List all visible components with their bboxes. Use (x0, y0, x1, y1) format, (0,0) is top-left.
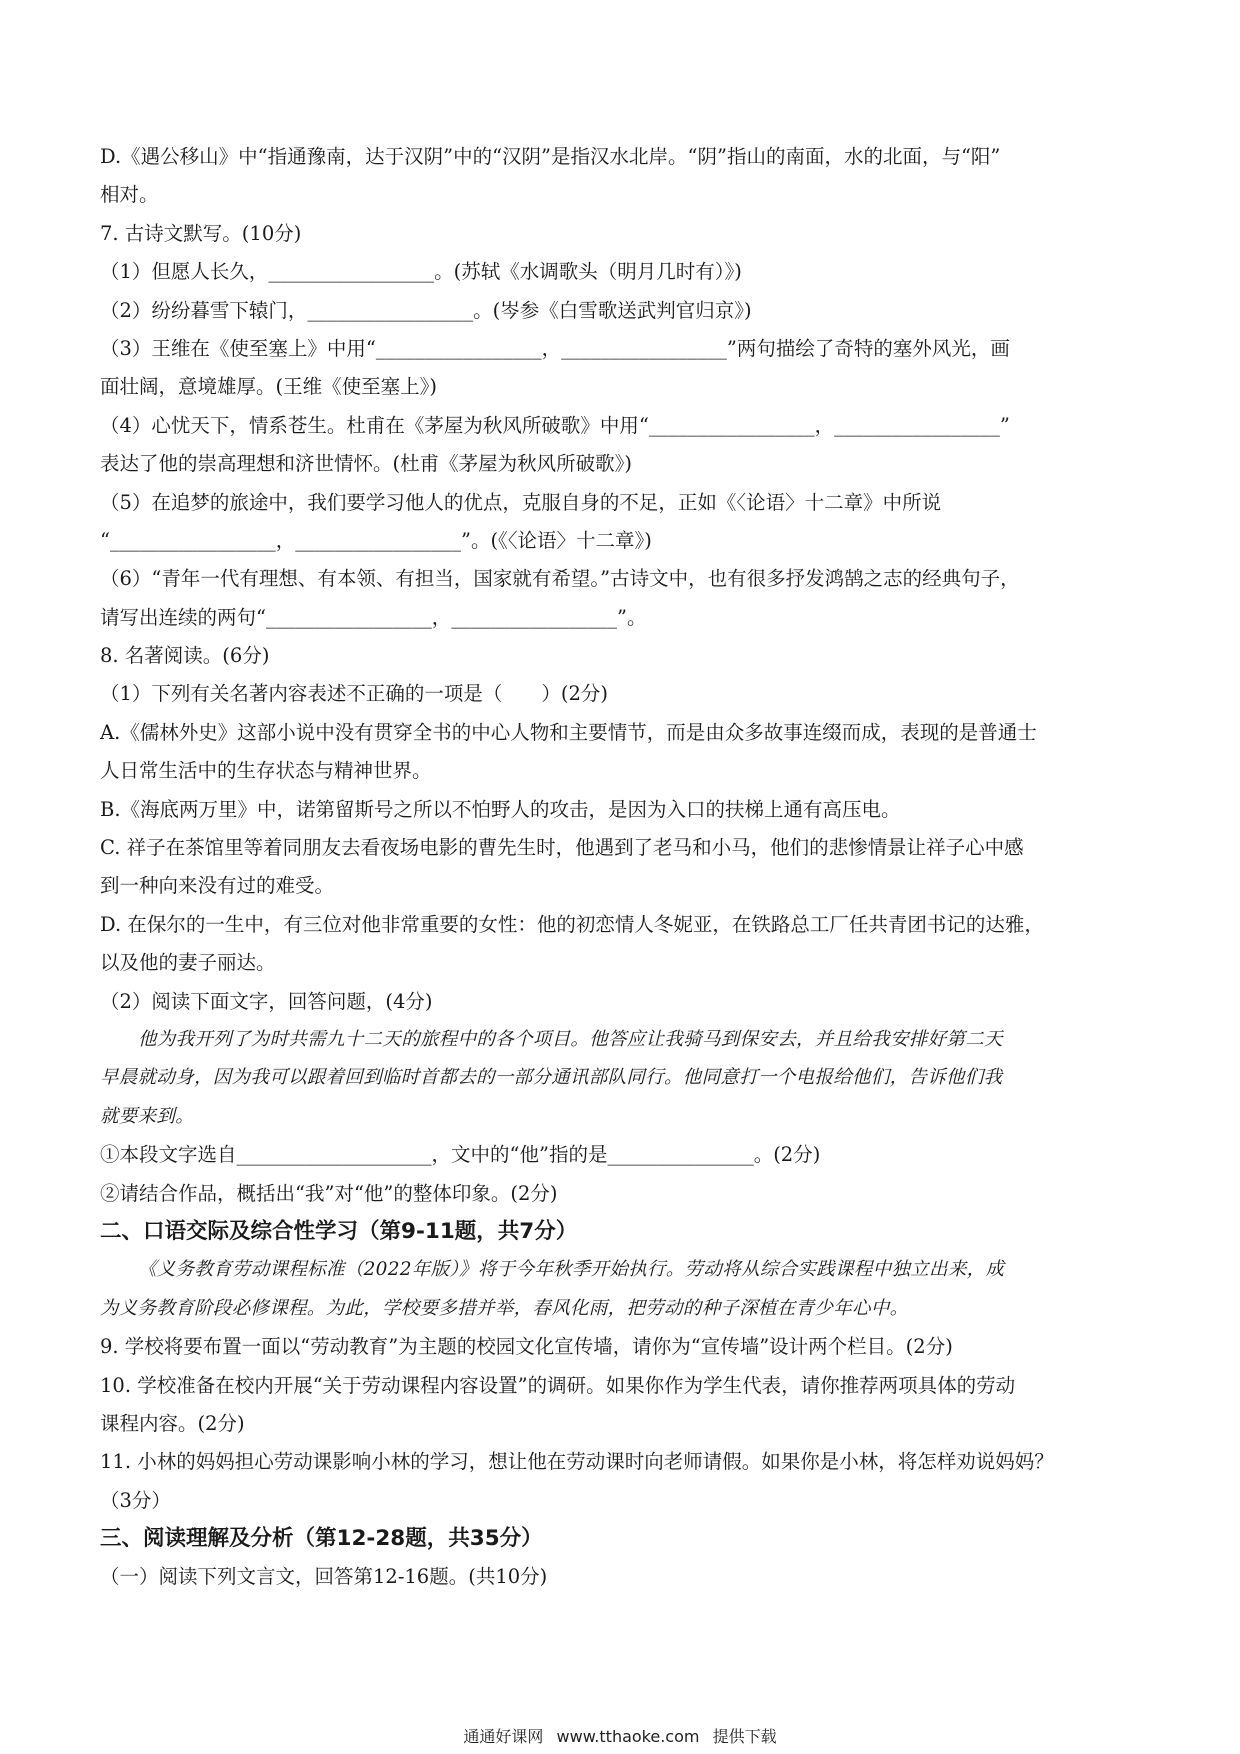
section-heading: 二、口语交际及综合性学习（第9-11题，共7分） (100, 1218, 578, 1244)
text-line: 相对。 (100, 183, 159, 207)
text-line: （6）“青年一代有理想、有本领、有担当，国家就有希望。”古诗文中，也有很多抒发鸿鹄之志的经典句子， (100, 567, 1020, 591)
text-line: （一）阅读下列文言文，回答第12-16题。(共10分) (100, 1565, 548, 1589)
text-line: （5）在追梦的旅途中，我们要学习他人的优点，克服自身的不足，正如《〈论语〉十二章》中所说 (100, 490, 942, 514)
text-line: 到一种向来没有过的难受。 (100, 874, 335, 898)
page-footer (0, 1724, 1240, 1747)
text-line: （4）心忧天下，情系苍生。杜甫在《茅屋为秋风所破歌》中用“_________________，_________________” (100, 413, 1010, 437)
footer-site-name: 通通好课网 (463, 1727, 544, 1746)
text-line: 面壮阔，意境雄厚。(王维《使至塞上》) (100, 375, 437, 399)
text-line: “_________________，_________________”。(《〈论语〉十二章》) (100, 528, 652, 552)
text-line: 人日常生活中的生存状态与精神世界。 (100, 759, 432, 783)
text-line: 9. 学校将要布置一面以“劳动教育”为主题的校园文化宣传墙，请你为“宣传墙”设计两个栏目。(2分) (100, 1335, 953, 1359)
text-line: （2）纷纷暮雪下辕门，_________________。(岑参《白雪歌送武判官归京》) (100, 298, 752, 322)
text-line: （1）下列有关名著内容表述不正确的一项是（ ）(2分) (100, 682, 609, 706)
page-content (100, 138, 1140, 1597)
text-line: 以及他的妻子丽达。 (100, 951, 276, 975)
text-line: 7. 古诗文默写。(10分) (100, 221, 302, 245)
text-line: 课程内容。(2分) (100, 1411, 245, 1435)
text-line: A.《儒林外史》这部小说中没有贯穿全书的中心人物和主要情节，而是由众多故事连缀而成，表现的是普通士 (100, 720, 1037, 744)
text-line: （1）但愿人长久，_________________。(苏轼《水调歌头（明月几时有）》) (100, 260, 742, 284)
text-line: 为义务教育阶段必修课程。为此，学校要多措并举，春风化雨，把劳动的种子深植在青少年心中。 (100, 1297, 909, 1319)
text-line: ②请结合作品，概括出“我”对“他”的整体印象。(2分) (100, 1181, 558, 1205)
footer-url[interactable]: www.tthaoke.com (556, 1727, 700, 1746)
text-line: ①本段文字选自____________________，文中的“他”指的是_______________。(2分) (100, 1143, 821, 1167)
text-line: 《义务教育劳动课程标准（2022年版）》将于今年秋季开始执行。劳动将从综合实践课程中独立出来，成 (138, 1259, 1005, 1281)
text-line: C. 祥子在茶馆里等着同朋友去看夜场电影的曹先生时，他遇到了老马和小马，他们的悲惨情景让祥子心中感 (100, 836, 1024, 860)
text-line: （3）王维在《使至塞上》中用“_________________，_________________”两句描绘了奇特的塞外风光，画 (100, 336, 1010, 360)
text-line: 早晨就动身，因为我可以跟着回到临时首都去的一部分通讯部队同行。他同意打一个电报给他们，告诉他们我 (100, 1067, 1003, 1089)
text-line: B.《海底两万里》中，诺第留斯号之所以不怕野人的攻击，是因为入口的扶梯上通有高压电。 (100, 797, 901, 821)
text-line: 8. 名著阅读。(6分) (100, 644, 270, 668)
text-line: 就要来到。 (100, 1105, 195, 1127)
text-line: D. 在保尔的一生中，有三位对他非常重要的女性：他的初恋情人冬妮亚，在铁路总工厂任共青团书记的达雅， (100, 912, 1044, 936)
text-line: （3分） (100, 1488, 171, 1512)
text-line: 11. 小林的妈妈担心劳动课影响小林的学习，想让他在劳动课时向老师请假。如果你是小林，将怎样劝说妈妈？ (100, 1450, 1054, 1474)
text-line: 他为我开列了为时共需九十二天的旅程中的各个项目。他答应让我骑马到保安去，并且给我安排好第二天 (138, 1028, 1003, 1050)
footer-note: 提供下载 (712, 1727, 777, 1746)
text-line: 表达了他的崇高理想和济世情怀。(杜甫《茅屋为秋风所破歌》) (100, 452, 632, 476)
text-line: （2）阅读下面文字，回答问题，(4分) (100, 989, 433, 1013)
text-line: 请写出连续的两句“_________________，_________________”。 (100, 605, 647, 629)
section-heading: 三、阅读理解及分析（第12-28题，共35分） (100, 1526, 543, 1552)
text-line: D.《遇公移山》中“指通豫南，达于汉阴”中的“汉阴”是指汉水北岸。“阴”指山的南面，水的北面，与“阳” (100, 145, 1001, 168)
text-line: 10. 学校准备在校内开展“关于劳动课程内容设置”的调研。如果你作为学生代表，请你推荐两项具体的劳动 (100, 1373, 1016, 1397)
